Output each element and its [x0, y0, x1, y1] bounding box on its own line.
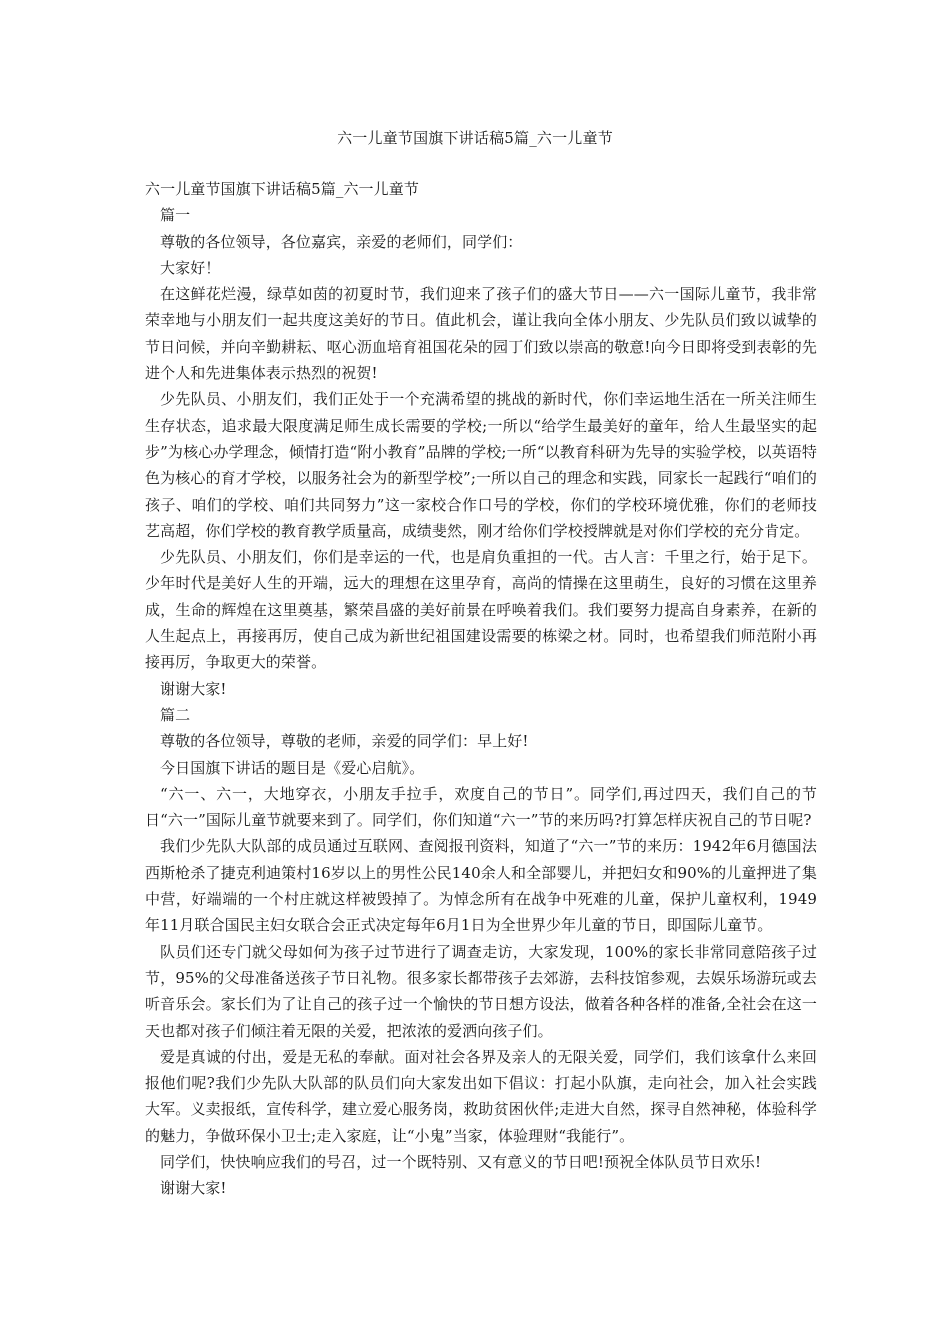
document-subtitle: 六一儿童节国旗下讲话稿5篇_六一儿童节 — [145, 180, 419, 198]
section-heading-1: 篇一 — [160, 206, 191, 225]
greeting-1: 大家好！ — [160, 258, 221, 277]
paragraph: 少先队员、小朋友们，我们正处于一个充满希望的挑战的新时代，你们幸运地生活在一所关注师生生存状态，追求最大限度满足师生成长需要的学校;一所以“给学生最美好的童年，给人生最坚实的起步”为核心办学理念，倾情打造“附小教育”品牌的学校;一所“以教育科研为先导的实验学校，以英语特色为核心的育才学校，以服务社会为的新型学校”;一所以自己的理念和实践，同家长一起践行“咱们的孩子、咱们的学校、咱们共同努力”这一家校合作口号的学校，你们的学校环境优雅，你们的老师技艺高超，你们学校的教育教学质量高，成绩斐然，刚才给你们学校授牌就是对你们学校的充分肯定。 — [145, 390, 817, 540]
closing-1: 谢谢大家! — [160, 679, 227, 698]
paragraph: “六一、六一，大地穿衣，小朋友手拉手，欢度自己的节日”。同学们,再过四天，我们自己的节日“六一”国际儿童节就要来到了。同学们，你们知道“六一”节的来历吗?打算怎样庆祝自己的节日呢? — [145, 784, 817, 830]
paragraph: 爱是真诚的付出，爱是无私的奉献。面对社会各界及亲人的无限关爱，同学们，我们该拿什么来回报他们呢?我们少先队大队部的队员们向大家发出如下倡议：打起小队旗，走向社会，加入社会实践大军。义卖报纸，宣传科学，建立爱心服务岗，救助贫困伙伴;走进大自然，探寻自然神秘，体验科学的魅力，争做环保小卫士;走入家庭，让“小鬼”当家，体验理财“我能行”。 — [145, 1047, 817, 1145]
paragraph: 少先队员、小朋友们，你们是幸运的一代，也是肩负重担的一代。古人言：千里之行，始于足下。少年时代是美好人生的开端，远大的理想在这里孕育，高尚的情操在这里萌生，良好的习惯在这里养成，生命的辉煌在这里奠基，繁荣昌盛的美好前景在呼唤着我们。我们要努力提高自身素养，在新的人生起点上，再接再厉，使自己成为新世纪祖国建设需要的栋梁之材。同时，也希望我们师范附小再接再厉，争取更大的荣誉。 — [145, 548, 817, 672]
paragraph: 今日国旗下讲话的题目是《爱心启航》。 — [160, 758, 425, 777]
document-title: 六一儿童节国旗下讲话稿5篇_六一儿童节 — [337, 129, 613, 147]
paragraph: 同学们，快快响应我们的号召，过一个既特别、又有意义的节日吧!预祝全体队员节日欢乐! — [160, 1152, 762, 1171]
document-body — [145, 176, 817, 1202]
paragraph: 在这鲜花烂漫，绿草如茵的初夏时节，我们迎来了孩子们的盛大节日——六一国际儿童节，我非常荣幸地与小朋友们一起共度这美好的节日。值此机会，谨让我向全体小朋友、少先队员们致以诚挚的节日问候，并向辛勤耕耘、呕心沥血培育祖国花朵的园丁们致以崇高的敬意!向今日即将受到表彰的先进个人和先进集体表示热烈的祝贺! — [145, 285, 817, 383]
paragraph: 队员们还专门就父母如何为孩子过节进行了调查走访，大家发现，100%的家长非常同意陪孩子过节，95%的父母准备送孩子节日礼物。很多家长都带孩子去郊游，去科技馆参观，去娱乐场游玩或去听音乐会。家长们为了让自己的孩子过一个愉快的节日想方设法，做着各种各样的准备,全社会在这一天也都对孩子们倾注着无限的关爱，把浓浓的爱洒向孩子们。 — [145, 942, 817, 1040]
salutation-1: 尊敬的各位领导，各位嘉宾，亲爱的老师们，同学们： — [160, 232, 523, 251]
closing-2: 谢谢大家! — [160, 1179, 227, 1198]
paragraph: 我们少先队大队部的成员通过互联网、查阅报刊资料，知道了“六一”节的来历：1942年6月德国法西斯枪杀了捷克利迪策村16岁以上的男性公民140余人和全部婴儿，并把妇女和90%的儿童押进了集中营，好端端的一个村庄就这样被毁掉了。为悼念所有在战争中死难的儿童，保护儿童权利，1949年11月联合国民主妇女联合会正式决定每年6月1日为全世界少年儿童的节日，即国际儿童节。 — [145, 837, 817, 935]
salutation-2: 尊敬的各位领导，尊敬的老师，亲爱的同学们：早上好! — [160, 732, 529, 751]
section-heading-2: 篇二 — [160, 705, 191, 724]
